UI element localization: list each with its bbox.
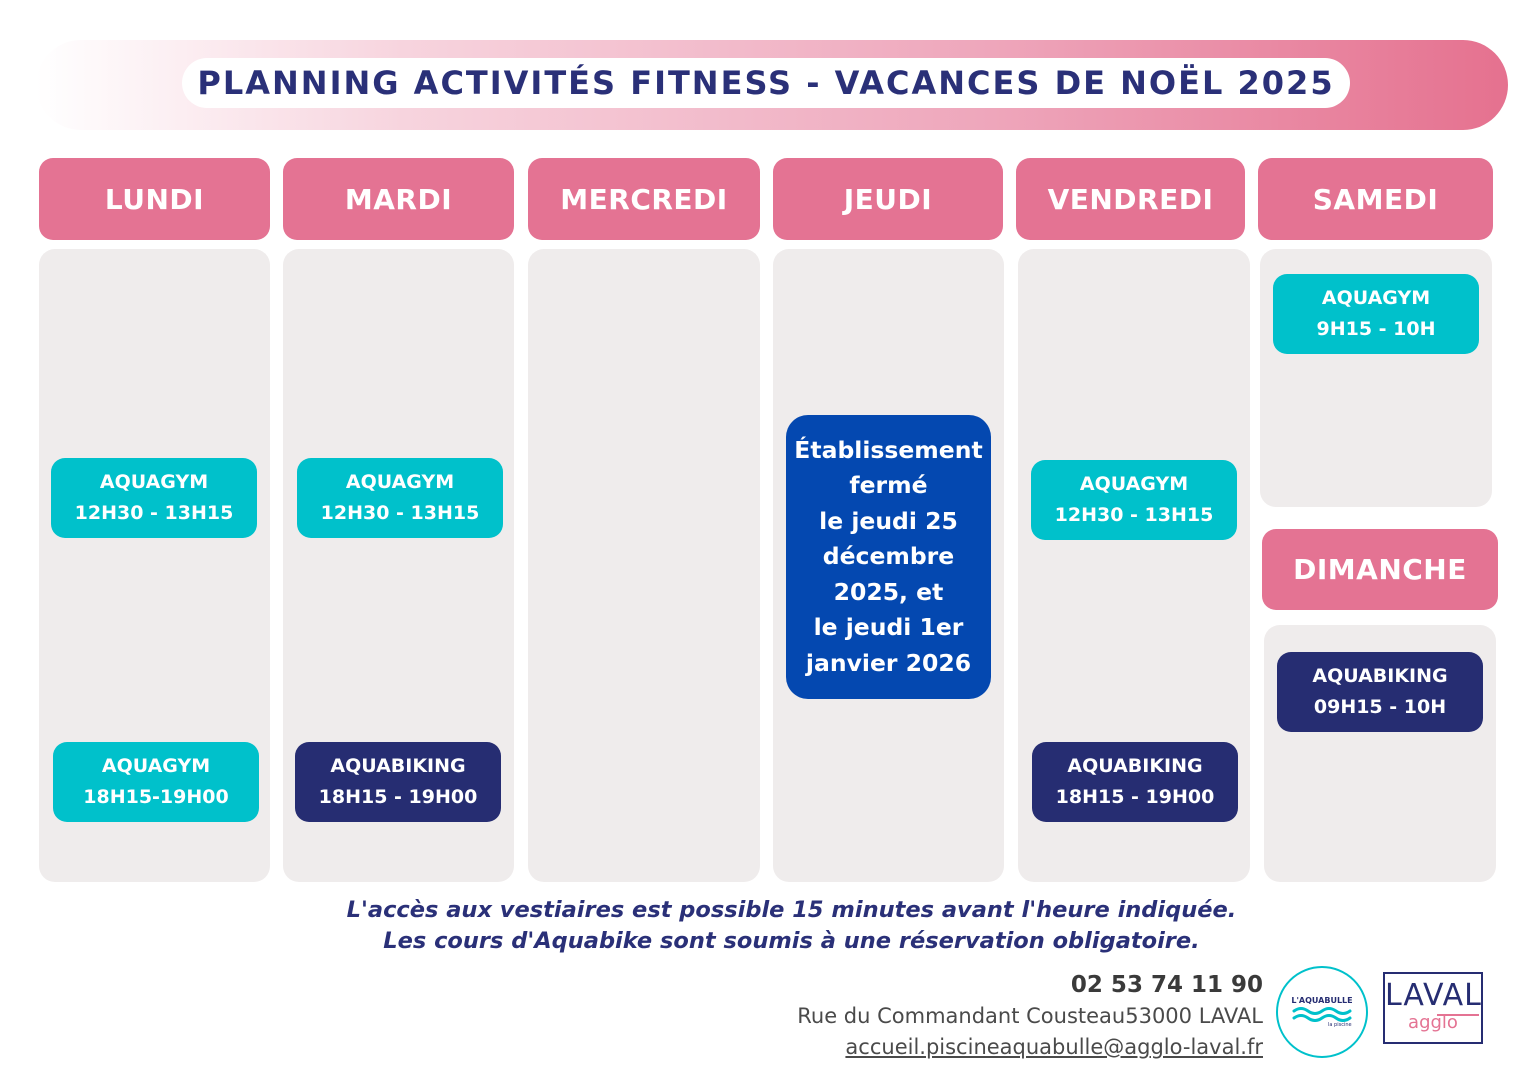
day-header-dimanche: DIMANCHE <box>1262 529 1498 610</box>
session-activity: AQUABIKING <box>1312 665 1448 687</box>
laval-logo-bottom: agglo <box>1408 1012 1458 1033</box>
day-header-vendredi: VENDREDI <box>1016 158 1245 240</box>
session-time: 18H15 - 19H00 <box>1055 786 1215 808</box>
session-time: 12H30 - 13H15 <box>74 502 234 524</box>
contact-info <box>797 970 1263 1063</box>
email-link[interactable]: accueil.piscineaquabulle@agglo-laval.fr <box>845 1035 1263 1059</box>
session-activity: AQUAGYM <box>99 471 209 493</box>
day-header-lundi: LUNDI <box>39 158 270 240</box>
session-activity: AQUAGYM <box>345 471 455 493</box>
session-block <box>295 742 501 822</box>
aquabulle-logo-name: L'AQUABULLE <box>1291 996 1353 1005</box>
session-activity: AQUAGYM <box>1079 473 1189 495</box>
note-line: L'accès aux vestiaires est possible 15 minutes avant l'heure indiquée. <box>346 897 1237 923</box>
day-header-mercredi: MERCREDI <box>528 158 760 240</box>
session-block <box>1277 652 1483 732</box>
address: Rue du Commandant Cousteau53000 LAVAL <box>797 1004 1263 1028</box>
session-time: 18H15 - 19H00 <box>318 786 478 808</box>
session-block <box>1031 460 1237 540</box>
session-time: 18H15-19H00 <box>83 786 229 808</box>
session-block <box>1273 274 1479 354</box>
session-activity: AQUABIKING <box>330 755 466 777</box>
session-block <box>1032 742 1238 822</box>
session-activity: AQUAGYM <box>1321 287 1431 309</box>
session-time: 12H30 - 13H15 <box>320 502 480 524</box>
laval-agglo-logo <box>1383 972 1483 1044</box>
session-block <box>297 458 503 538</box>
session-time: 9H15 - 10H <box>1316 318 1436 340</box>
day-header-mardi: MARDI <box>283 158 514 240</box>
laval-logo-top: LAVAL <box>1385 978 1482 1013</box>
day-header-samedi: SAMEDI <box>1258 158 1493 240</box>
notes <box>0 895 1533 957</box>
closed-notice <box>786 415 991 699</box>
phone-number[interactable]: 02 53 74 11 90 <box>1070 972 1263 998</box>
closed-notice-text: Établissement fermé le jeudi 25 décembre 2025, et le jeudi 1er janvier 2026 <box>794 435 983 677</box>
page-title: PLANNING ACTIVITÉS FITNESS - VACANCES DE NOËL 2025 <box>182 58 1350 108</box>
session-block <box>51 458 257 538</box>
wave-icon <box>1292 1006 1354 1022</box>
session-block <box>53 742 259 822</box>
aquabulle-logo <box>1276 966 1368 1058</box>
session-activity: AQUABIKING <box>1067 755 1203 777</box>
column-mercredi <box>528 249 760 882</box>
aquabulle-logo-sub: la piscine <box>1328 1022 1352 1028</box>
session-time: 12H30 - 13H15 <box>1054 504 1214 526</box>
note-line: Les cours d'Aquabike sont soumis à une réservation obligatoire. <box>383 928 1200 954</box>
session-activity: AQUAGYM <box>101 755 211 777</box>
day-header-jeudi: JEUDI <box>773 158 1003 240</box>
session-time: 09H15 - 10H <box>1313 696 1447 718</box>
